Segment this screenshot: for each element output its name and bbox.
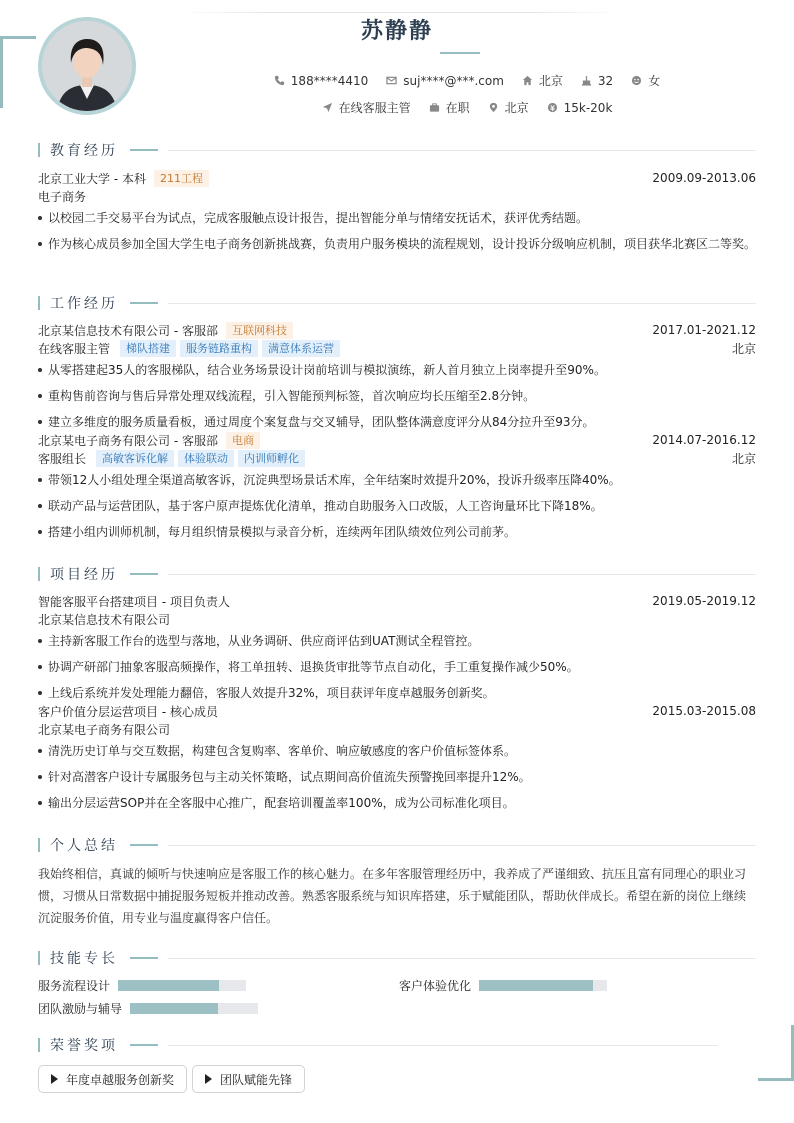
industry-tag: 互联网科技 [226,322,293,339]
summary-heading [38,835,756,855]
cake-icon [581,75,592,86]
skill-tag: 高敏客诉化解 [96,450,174,467]
project-period: 2015.03-2015.08 [652,704,756,718]
awards-section [38,1035,756,1093]
email-item [386,72,504,89]
school-name: 北京工业大学 - 本科 [38,171,146,186]
skill-bar [118,980,246,991]
section-title: 工作经历 [50,296,118,312]
phone-item [274,72,368,89]
contact-row-1 [140,72,794,89]
skill-name: 服务流程设计 [38,979,111,993]
list-item: 联动产品与运营团队，基于客户原声提炼优化清单，推动自助服务入口改版，人工咨询量环比下降18%。 [38,495,756,517]
education-heading [38,140,756,160]
gender-item [631,72,660,89]
list-item: 作为核心成员参加全国大学生电子商务创新挑战赛，负责用户服务模块的流程规划，设计投诉分级响应机制，项目获华北赛区二等奖。 [38,233,756,255]
job-role: 在线客服主管 [38,341,111,356]
list-item: 协调产研部门抽象客服高频操作，将工单扭转、退换货审批等节点自动化，手工重复操作减少50%。 [38,656,756,678]
award-label: 年度卓越服务创新奖 [66,1072,175,1087]
divider [168,845,756,846]
education-period: 2009.09-2013.06 [652,171,756,185]
salary-text: 15k-20k [563,100,613,115]
list-item: 主持新客服工作台的选型与落地，从业务调研、供应商评估到UAT测试全程管控。 [38,630,756,652]
skills-section [38,948,756,1018]
list-item: 清洗历史订单与交互数据，构建包含复购率、客单价、响应敏感度的客户价值标签体系。 [38,740,756,762]
list-item: 从零搭建起35人的客服梯队，结合业务场景设计岗前培训与模拟演练，新人首月独立上岗率提升至90%。 [38,359,756,381]
briefcase-icon [429,102,440,113]
list-item: 重构售前咨询与售后异常处理双线流程，引入智能预判标签，首次响应均长压缩至2.8分钟。 [38,385,756,407]
skill-tag: 梯队搭建 [120,340,176,357]
skill-name: 客户体验优化 [399,979,472,993]
summary-section [38,835,756,929]
mail-icon [386,75,397,86]
education-entry [38,169,756,255]
project-title: 客户价值分层运营项目 - 核心成员 [38,704,218,719]
project-entry [38,702,756,814]
project-entry [38,592,756,704]
phone-icon [274,75,285,86]
company-name: 北京某信息技术有限公司 - 客服部 [38,323,218,338]
play-icon [51,1074,58,1084]
project-org: 北京某电子商务有限公司 [38,722,171,737]
work-period: 2017.01-2021.12 [652,323,756,337]
name-underline [440,52,480,54]
location-pin-icon [488,102,499,113]
industry-tag: 电商 [226,432,260,449]
target-position-item [322,99,411,116]
corner-decoration-bottom-right [758,1025,794,1081]
section-title: 项目经历 [50,567,118,583]
city-text: 北京 [538,74,563,88]
work-section [38,293,756,547]
list-item: 带领12人小组处理全渠道高敏客诉，沉淀典型场景话术库，全年结案时效提升20%，投诉升级率压降40%。 [38,469,756,491]
target-city-text: 北京 [504,101,529,115]
section-title: 荣誉奖项 [50,1038,118,1054]
list-item: 上线后系统并发处理能力翻倍，客服人效提升32%，项目获评年度卓越服务创新奖。 [38,682,756,704]
list-item: 建立多维度的服务质量看板，通过周度个案复盘与交叉辅导，团队整体满意度评分从84分拉升至93分。 [38,411,756,433]
project-org: 北京某信息技术有限公司 [38,612,171,627]
projects-heading [38,564,756,584]
skills-heading [38,948,756,968]
skill-bar-fill [118,980,219,991]
skill-bar-fill [130,1003,218,1014]
skill-tag: 服务链路重构 [180,340,258,357]
skill-tag: 内训师孵化 [238,450,305,467]
target-city-item [488,99,529,116]
project-title: 智能客服平台搭建项目 - 项目负责人 [38,594,230,609]
list-item: 针对高潜客户设计专属服务包与主动关怀策略，试点期间高价值流失预警挽回率提升12%。 [38,766,756,788]
age-item [581,72,613,89]
contact-row-2 [140,99,794,116]
section-title: 技能专长 [50,951,118,967]
section-title: 教育经历 [50,143,118,159]
skill-item [38,976,399,995]
divider [168,303,756,304]
skill-bar-fill [479,980,593,991]
city-item [522,72,563,89]
header-top-rule [180,12,620,13]
list-item: 以校园二手交易平台为试点，完成客服触点设计报告，提出智能分单与情绪安抚话术，获评优秀结题。 [38,207,756,229]
target-position-text: 在线客服主管 [338,101,411,115]
skill-tag: 满意体系运营 [262,340,340,357]
divider [168,958,756,959]
awards-heading [38,1035,756,1055]
work-entry [38,431,756,543]
corner-decoration-top-left [0,36,36,108]
candidate-name: 苏静静 [360,18,433,44]
divider [168,150,756,151]
email-text: suj****@***.com [403,73,504,88]
work-period: 2014.07-2016.12 [652,433,756,447]
section-title: 个人总结 [50,838,118,854]
phone-text: 188****4410 [290,73,369,88]
salary-item [547,99,613,116]
skill-tag: 体验联动 [178,450,234,467]
divider [168,1045,718,1046]
list-item: 输出分层运营SOP并在全客服中心推广，配套培训覆盖率100%，成为公司标准化项目。 [38,792,756,814]
major: 电子商务 [38,189,87,204]
skills-grid [38,976,756,1018]
work-location: 北京 [731,451,756,466]
skill-bar [130,1003,258,1014]
skill-name: 团队激励与辅导 [38,1002,123,1016]
school-tag: 211工程 [154,170,209,187]
status-item [429,99,470,116]
award-badge [192,1065,305,1093]
award-label: 团队赋能先锋 [220,1072,293,1087]
project-period: 2019.05-2019.12 [652,594,756,608]
award-badge [38,1065,187,1093]
money-icon [547,102,558,113]
company-name: 北京某电子商务有限公司 - 客服部 [38,433,218,448]
education-section [38,140,756,259]
home-icon [522,75,533,86]
face-icon [631,75,642,86]
divider [168,574,756,575]
job-role: 客服组长 [38,451,87,466]
list-item: 搭建小组内训师机制，每月组织情景模拟与录音分析，连续两年团队绩效位列公司前茅。 [38,521,756,543]
awards-list [38,1065,756,1093]
play-icon [205,1074,212,1084]
skill-item [38,999,399,1018]
work-heading [38,293,756,313]
status-text: 在职 [445,101,470,115]
projects-section [38,564,756,818]
skill-item [399,976,756,995]
age-text: 32 [597,73,614,88]
send-icon [322,102,333,113]
summary-text: 我始终相信，真诚的倾听与快速响应是客服工作的核心魅力。在多年客服管理经历中，我养成了严谨细致、抗压且富有同理心的职业习惯，习惯从日常数据中捕捉服务短板并推动改善。熟悉客服系统与知识库搭建，乐于赋能团队，帮助伙伴成长。希望在新的岗位上继续沉淀服务价值，用专业与温度赢得客户信任。 [38,867,747,925]
work-entry [38,321,756,433]
gender-text: 女 [648,74,661,88]
skill-bar [479,980,607,991]
work-location: 北京 [731,341,756,356]
